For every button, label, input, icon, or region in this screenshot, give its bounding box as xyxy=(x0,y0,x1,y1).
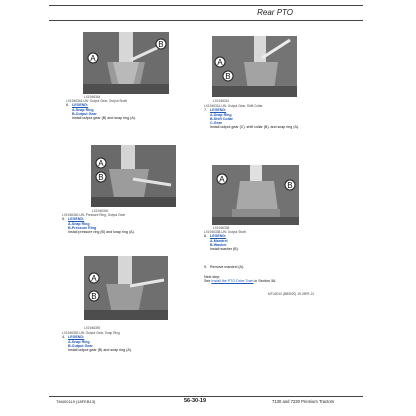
callout-a-label: A xyxy=(98,159,104,168)
legend-item: A-Snap Ring xyxy=(68,221,90,226)
page-header xyxy=(49,5,363,21)
reference-code: MTU0010 (BB5920) 19-29RF-21 xyxy=(268,292,315,296)
photo-pressure-ring xyxy=(91,145,176,207)
photo-caption: LX1946338-UN: Output Shaft xyxy=(204,230,246,234)
legend-item: B-Pressure Ring xyxy=(68,225,97,230)
callout-a xyxy=(88,53,98,63)
legend-item: B-Shift Collar xyxy=(210,116,233,121)
step-number: 9. xyxy=(204,265,207,269)
callout-b xyxy=(285,180,295,190)
step-number: 4. xyxy=(62,335,65,340)
callout-a xyxy=(89,273,99,283)
callout-b-label: B xyxy=(158,40,164,49)
photo-caption: LX1946392-UN: Output Gear, Snap Ring xyxy=(62,331,120,335)
footer-page-number: 56-30-19 xyxy=(184,398,207,404)
legend-item: A-Snap Ring xyxy=(68,339,90,344)
photo-caption: LX1946344-UN: Output Gear, Output Shaft xyxy=(66,99,127,103)
callout-a-label: A xyxy=(91,274,97,283)
legend-heading: LEGEND: xyxy=(210,108,227,113)
step-9 xyxy=(204,265,334,269)
callout-b-label: B xyxy=(91,292,97,301)
callout-b-label: B xyxy=(287,181,293,190)
legend-heading: LEGEND: xyxy=(210,234,227,239)
callout-b xyxy=(156,39,166,49)
photo-shift-collar xyxy=(212,36,297,97)
photo-shift-collar-image xyxy=(212,36,297,97)
next-step-tail: in Section 56. xyxy=(254,279,277,284)
callout-b xyxy=(96,172,106,182)
photo-caption: LX1946341-UN: Output Gear, Shift Collar xyxy=(204,104,263,108)
photo-code: LX1946341 xyxy=(213,99,230,103)
step-instruction: Install output gear (C), shift collar (B), and snap ring (A). xyxy=(210,125,300,130)
callout-a xyxy=(96,158,106,168)
section-title: Rear PTO xyxy=(257,8,293,17)
legend-item: A-Snap Ring xyxy=(210,112,232,117)
photo-washer-mandrel-image xyxy=(212,165,299,225)
callout-b-label: B xyxy=(98,173,104,182)
photo-pressure-ring-image xyxy=(91,145,176,207)
photo-code: LX1946338 xyxy=(213,226,230,230)
photo-code: LX1946392 xyxy=(84,326,101,330)
step-instruction: Install output gear (B) and snap ring (A). xyxy=(68,348,132,353)
step-number: 5. xyxy=(62,217,65,222)
photo-output-gear-image xyxy=(83,32,169,94)
callout-b xyxy=(223,71,233,81)
legend-item: A-Mandrel xyxy=(210,238,228,243)
photo-code: LX1946344 xyxy=(84,95,101,99)
photo-output-gear xyxy=(83,32,169,94)
step-instruction: Remove mandrel (A). xyxy=(210,265,245,269)
footer-doc-id: TM400119 (18FEB13) xyxy=(56,399,96,404)
step-5 xyxy=(62,213,182,234)
install-pto-drive-train-link[interactable]: Install the PTO Drive Train xyxy=(211,279,254,284)
legend-item: B-Output Gear xyxy=(68,343,93,348)
legend-item: C-Gear xyxy=(210,121,222,126)
step-8 xyxy=(204,230,334,251)
legend-item: A-Snap Ring xyxy=(72,107,94,112)
photo-snap-ring-image xyxy=(84,256,168,320)
photo-code: LX1946340 xyxy=(92,209,109,213)
callout-b-label: B xyxy=(225,72,231,81)
next-step-label: Next step: xyxy=(204,275,221,279)
photo-caption: LX1946340-UN: Pressure Ring, Output Gear xyxy=(62,213,126,217)
callout-a-label: A xyxy=(219,175,225,184)
legend-heading: LEGEND: xyxy=(68,217,85,222)
photo-snap-ring xyxy=(84,256,168,320)
legend-item: B-Output Gear xyxy=(72,111,97,116)
step-6 xyxy=(66,99,186,120)
step-number: 6. xyxy=(66,103,69,108)
footer-product: 7130 and 7230 Premium Tractors xyxy=(272,399,335,404)
callout-a-label: A xyxy=(217,58,223,67)
footer-divider xyxy=(49,396,363,397)
step-number: 7. xyxy=(204,108,207,113)
callout-a xyxy=(215,57,225,67)
legend-heading: LEGEND: xyxy=(68,335,85,340)
step-instruction: Install pressure ring (B) and snap ring (A). xyxy=(68,230,135,235)
step-4 xyxy=(62,331,182,352)
next-step xyxy=(204,275,354,284)
callout-b xyxy=(89,291,99,301)
legend-heading: LEGEND: xyxy=(72,103,89,108)
legend-item: B-Washer xyxy=(210,242,227,247)
step-instruction: Install washer (B). xyxy=(210,247,239,252)
photo-washer-mandrel xyxy=(212,165,299,225)
next-step-see: See xyxy=(204,279,211,284)
step-instruction: Install output gear (B) and snap ring (A). xyxy=(72,116,136,121)
step-7 xyxy=(204,104,334,130)
callout-a xyxy=(217,174,227,184)
callout-a-label: A xyxy=(90,54,96,63)
step-number: 8. xyxy=(204,234,207,239)
